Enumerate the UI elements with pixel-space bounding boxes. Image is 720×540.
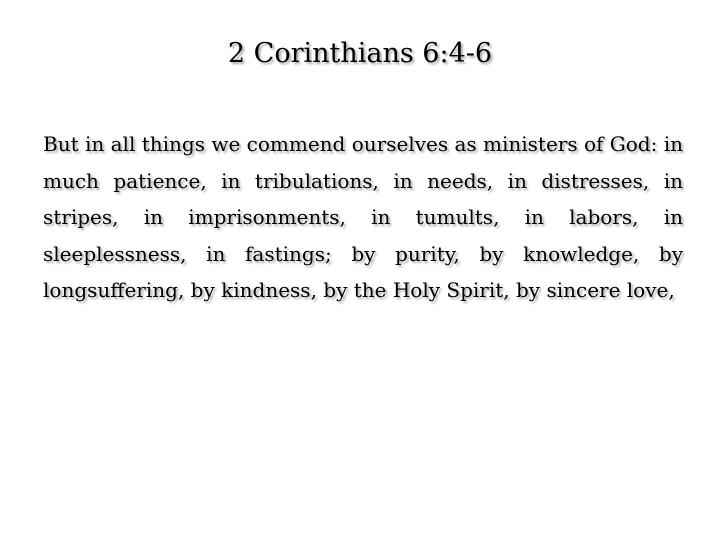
slide-title: 2 Corinthians 6:4-6 — [227, 38, 493, 69]
slide-body-text: But in all things we commend ourselves as ministers of God: in much patience, in tribulations, in needs, in distresses, in stripes, in imprisonments, in tumults, in labors, in sleeplessness, in fastings; by purity, by knowledge, by longsuffering, by kindness, by the Holy Spirit, by sincere love, — [43, 132, 683, 302]
